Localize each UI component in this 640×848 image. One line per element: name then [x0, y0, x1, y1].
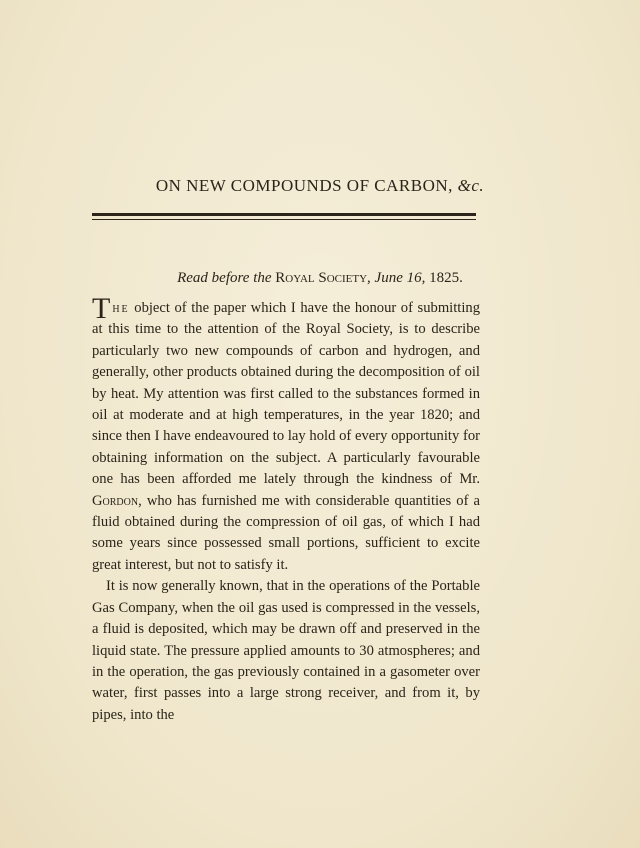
read-before-line [0, 270, 640, 287]
paragraph-1 [92, 292, 480, 576]
paragraph-1-text-2: who has furnished me with considerable quantities of a fluid obtained during the compression of oil gas, of which I had some years since possessed small portions, sufficient to excite great interest, but not to satisfy it. [92, 492, 480, 573]
read-year: 1825. [429, 270, 463, 286]
paragraph-2: It is now generally known, that in the operations of the Portable Gas Company, when the oil gas used is compressed in the vessels, a fluid is deposited, which may be drawn off and preserved in the liquid state. The pressure applied amounts to 30 atmospheres; and in the operation, the gas previously contained in a gasometer over water, first passes into a large strong receiver, and from it, by pipes, into the [92, 578, 480, 723]
title-etc: &c. [457, 176, 485, 195]
double-rule-thick [92, 213, 476, 216]
paper-title [0, 176, 640, 196]
title-text: ON NEW COMPOUNDS OF CARBON, [155, 176, 453, 195]
read-society: Royal Society, [275, 270, 371, 286]
drop-cap-smallcaps: he [112, 300, 130, 316]
drop-cap: T [92, 292, 111, 325]
double-rule-thin [92, 219, 476, 220]
read-prefix: Read before the [177, 270, 272, 286]
body-text [92, 292, 480, 726]
paragraph-1-text: object of the paper which I have the honour of submitting at this time to the attention of the Royal Society, is to describe particularly two new compounds of carbon and hydrogen, and generally, other products obtained during the decomposition of oil by heat. My attention was first called to the substances formed in oil at moderate and at high temperatures, in the year 1820; and since then I have endeavoured to lay hold of every opportunity for obtaining information on the subject. A particularly favourable one has been afforded me lately through the kindness of Mr. [92, 300, 480, 488]
name-gordon: Gordon, [92, 492, 142, 509]
read-date: June 16, [374, 270, 426, 286]
